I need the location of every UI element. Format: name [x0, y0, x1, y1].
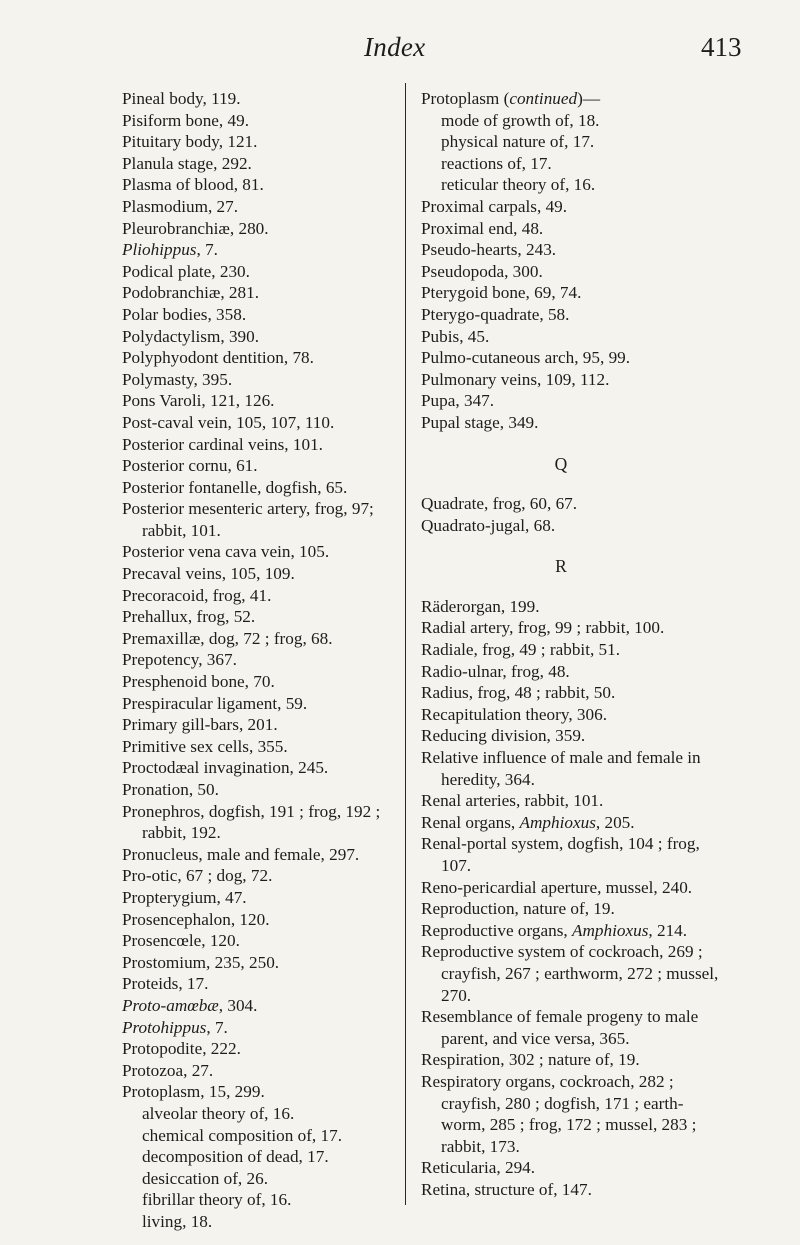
index-entry: Presphenoid bone, 70. — [122, 672, 275, 692]
index-column-right — [421, 88, 721, 1201]
index-subentry: alveolar theory of, 16. — [142, 1103, 295, 1123]
index-entry: Renal arteries, rabbit, 101. — [421, 791, 604, 811]
entry-group-p — [421, 110, 721, 434]
index-entry: Proximal carpals, 49. — [421, 196, 568, 216]
index-entry: Proximal end, 48. — [421, 218, 544, 238]
index-entry: Polydactylism, 390. — [122, 326, 260, 346]
index-entry: Prosencephalon, 120. — [122, 909, 270, 929]
section-letter-r: R — [555, 556, 567, 577]
index-entry: Primary gill-bars, 201. — [122, 715, 278, 735]
index-subentry: living, 18. — [142, 1211, 213, 1231]
index-entry: Protopodite, 222. — [122, 1039, 241, 1059]
index-entry: Pisiform bone, 49. — [122, 110, 249, 130]
index-entry: Posterior mesenteric artery, frog, 97; rabbit, 101. — [122, 499, 374, 540]
index-entry: Plasma of blood, 81. — [122, 175, 264, 195]
index-column-left — [122, 88, 404, 1232]
index-entry: Renal organs, Amphioxus, 205. — [421, 812, 635, 832]
index-entry: Proto-amœbæ, 304. — [122, 995, 258, 1015]
index-entry: Podobranchiæ, 281. — [122, 283, 260, 303]
index-entry: Pliohippus, 7. — [122, 240, 218, 260]
index-entry: Reproduction, nature of, 19. — [421, 899, 615, 919]
index-entry: Pseudopoda, 300. — [421, 261, 543, 281]
index-entry: Pubis, 45. — [421, 326, 490, 346]
index-subentry: reactions of, 17. — [441, 153, 552, 173]
index-entry: Pronucleus, male and female, 297. — [122, 844, 360, 864]
index-subentry: decomposition of dead, 17. — [142, 1147, 329, 1167]
index-entry: Quadrato-jugal, 68. — [421, 515, 556, 535]
index-entry: Posterior fontanelle, dogfish, 65. — [122, 477, 348, 497]
index-entry: Pleurobranchiæ, 280. — [122, 218, 269, 238]
index-entry: Pons Varoli, 121, 126. — [122, 391, 275, 411]
index-entry: Pterygoid bone, 69, 74. — [421, 283, 582, 303]
index-entry: Renal-portal system, dogfish, 104 ; frog, 107. — [421, 834, 700, 875]
index-entry: Pronephros, dogfish, 191 ; frog, 192 ; rabbit, 192. — [122, 801, 381, 843]
index-entry: Pituitary body, 121. — [122, 132, 258, 152]
index-entry: Post-caval vein, 105, 107, 110. — [122, 412, 335, 432]
index-entry: Respiration, 302 ; nature of, 19. — [421, 1050, 640, 1070]
index-entry: Reproductive organs, Amphioxus, 214. — [421, 920, 688, 940]
index-entry: Protoplasm (continued)— — [421, 89, 601, 108]
index-entry: Pulmonary veins, 109, 112. — [421, 369, 610, 389]
index-entry: Pterygo-quadrate, 58. — [421, 304, 570, 324]
section-letter-q: Q — [554, 453, 568, 474]
index-entry: Precaval veins, 105, 109. — [122, 564, 295, 584]
index-entry: Plasmodium, 27. — [122, 196, 239, 216]
index-entry: Protoplasm, 15, 299. — [122, 1082, 265, 1102]
index-entry: Proteids, 17. — [122, 974, 209, 994]
index-entry: Pupal stage, 349. — [421, 412, 539, 432]
index-entry: Radius, frog, 48 ; rabbit, 50. — [421, 683, 616, 703]
index-subentry: desiccation of, 26. — [142, 1168, 269, 1188]
index-entry: Radiale, frog, 49 ; rabbit, 51. — [421, 640, 621, 660]
index-entry: Premaxillæ, dog, 72 ; frog, 68. — [122, 628, 333, 648]
index-entry: Protozoa, 27. — [122, 1060, 214, 1080]
index-subentry: fibrillar theory of, 16. — [142, 1190, 292, 1210]
index-entry: Quadrate, frog, 60, 67. — [421, 494, 578, 514]
index-subentry: chemical composition of, 17. — [142, 1125, 342, 1145]
index-entry: Precoracoid, frog, 41. — [122, 585, 272, 605]
index-entry: Pupa, 347. — [421, 391, 495, 411]
page-header — [0, 32, 800, 72]
index-entry: Reproductive system of cockroach, 269 ; crayfish, 267 ; earthworm, 272 ; mussel, 270. — [421, 942, 719, 1005]
entry-group-q — [421, 493, 721, 536]
index-entry: Polymasty, 395. — [122, 369, 233, 389]
index-entry: Respiratory organs, cockroach, 282 ; crayfish, 280 ; dogfish, 171 ; earth-worm, 285 ; frog, 172 ; mussel, 283 ; rabbit, 173. — [421, 1071, 697, 1156]
index-subentry: physical nature of, 17. — [441, 132, 595, 152]
index-entry: Prostomium, 235, 250. — [122, 952, 280, 972]
index-entry: Reno-pericardial aperture, mussel, 240. — [421, 877, 693, 897]
index-entry: Reticularia, 294. — [421, 1158, 536, 1178]
index-entry: Primitive sex cells, 355. — [122, 736, 288, 756]
index-entry: Polyphyodont dentition, 78. — [122, 348, 314, 368]
entry-group-r — [421, 596, 721, 1201]
index-entry: Planula stage, 292. — [122, 153, 252, 173]
index-entry: Prehallux, frog, 52. — [122, 607, 256, 627]
index-entry: Radio-ulnar, frog, 48. — [421, 661, 570, 681]
index-subentry: mode of growth of, 18. — [441, 110, 600, 130]
index-entry: Podical plate, 230. — [122, 261, 250, 281]
index-entry: Reducing division, 359. — [421, 726, 586, 746]
index-entry: Propterygium, 47. — [122, 887, 247, 907]
index-entry: Proctodæal invagination, 245. — [122, 758, 329, 778]
index-subentry: reticular theory of, 16. — [441, 175, 596, 195]
index-entry: Relative influence of male and female in heredity, 364. — [421, 748, 701, 789]
index-entry: Polar bodies, 358. — [122, 304, 247, 324]
index-entry: Protohippus, 7. — [122, 1017, 228, 1037]
index-entry: Pulmo-cutaneous arch, 95, 99. — [421, 348, 631, 368]
index-entry: Posterior cardinal veins, 101. — [122, 434, 323, 454]
page-number: 413 — [701, 32, 742, 62]
column-divider — [405, 83, 406, 1205]
index-entry: Pineal body, 119. — [122, 89, 241, 108]
index-entry: Recapitulation theory, 306. — [421, 704, 607, 724]
index-entry: Prosencœle, 120. — [122, 931, 240, 951]
index-entry: Pseudo-hearts, 243. — [421, 240, 557, 260]
index-entry: Räderorgan, 199. — [421, 596, 540, 616]
index-entry: Resemblance of female progeny to male parent, and vice versa, 365. — [421, 1007, 699, 1048]
index-entry: Posterior vena cava vein, 105. — [122, 542, 330, 562]
index-entry: Prespiracular ligament, 59. — [122, 693, 308, 713]
index-entry: Radial artery, frog, 99 ; rabbit, 100. — [421, 618, 665, 638]
index-entry: Retina, structure of, 147. — [421, 1179, 592, 1199]
index-entry: Prepotency, 367. — [122, 650, 237, 670]
running-title: Index — [364, 32, 426, 62]
index-entry: Pronation, 50. — [122, 780, 219, 799]
index-entry: Pro-otic, 67 ; dog, 72. — [122, 866, 273, 886]
index-entry: Posterior cornu, 61. — [122, 456, 258, 476]
